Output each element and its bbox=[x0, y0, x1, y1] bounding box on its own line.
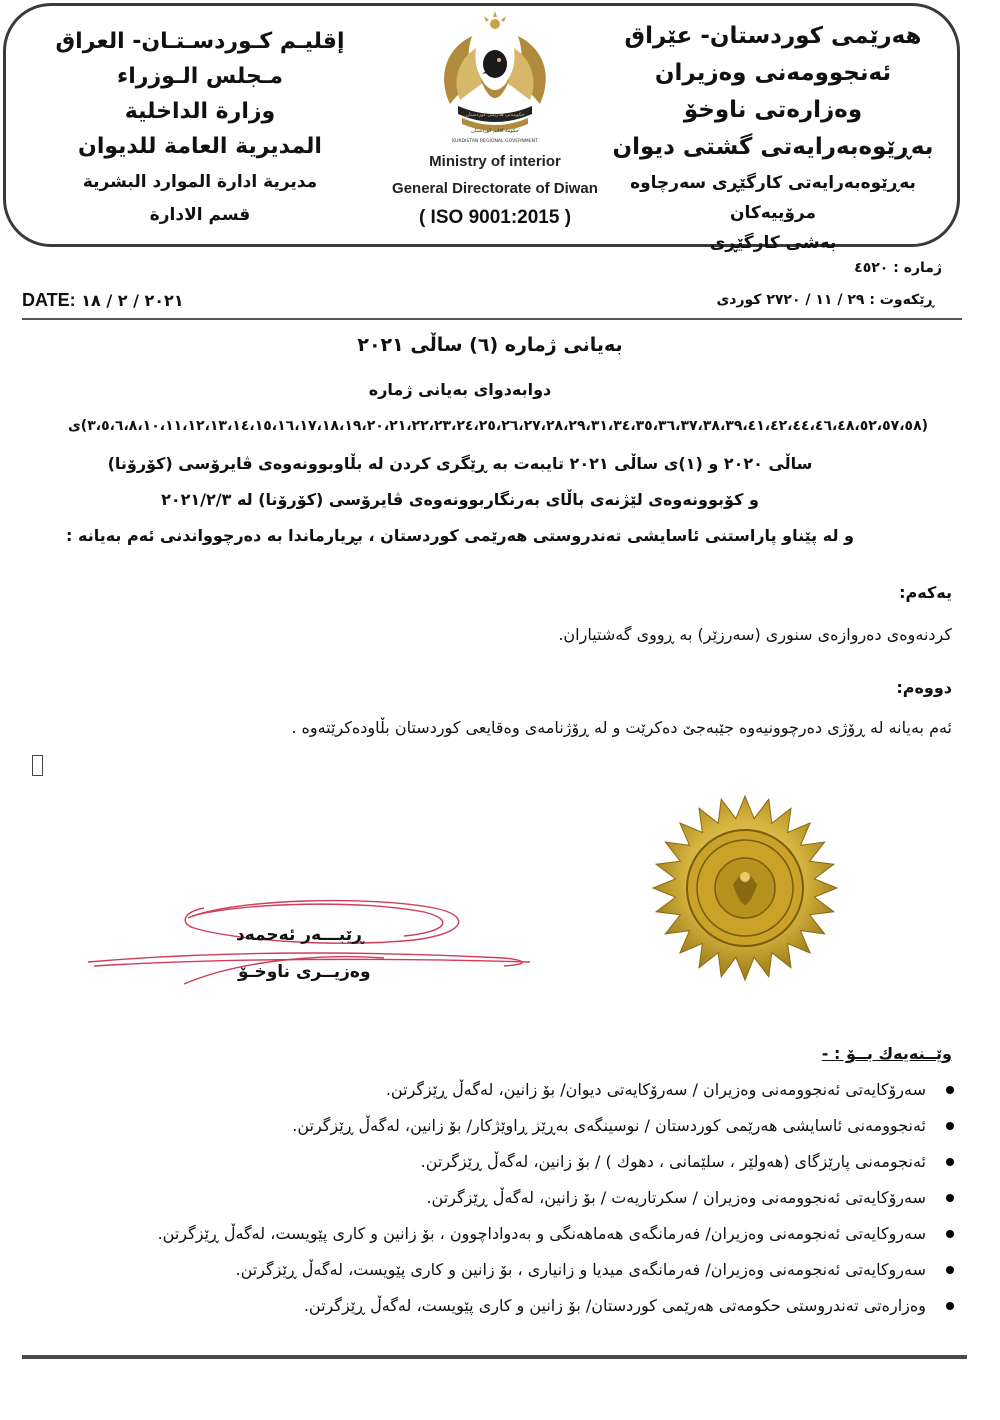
letterhead-kurdish bbox=[608, 18, 938, 258]
bullet-icon bbox=[946, 1122, 954, 1130]
list-item-text: سەرۆکایەتی ئەنجوومەنی وەزیران / سکرتاریەت / بۆ زانین، لەگەڵ ڕێزگرتن. bbox=[426, 1188, 926, 1207]
missing-glyph-box bbox=[32, 755, 43, 776]
list-item bbox=[34, 1290, 954, 1326]
kurdish-line-council: ئەنجوومەنی وەزیران bbox=[654, 60, 892, 86]
arabic-line-hr: مديرية ادارة الموارد البشرية bbox=[82, 172, 318, 192]
list-item bbox=[34, 1218, 954, 1254]
emblem-text-ku: حكومەتی هەرێمی کوردستان bbox=[465, 112, 525, 118]
krg-emblem-icon bbox=[420, 8, 570, 148]
bullet-icon bbox=[946, 1230, 954, 1238]
list-item bbox=[34, 1182, 954, 1218]
date-value: ٢٠٢١ / ٢ / ١٨ bbox=[81, 291, 184, 310]
letterhead-center bbox=[380, 8, 610, 233]
list-item bbox=[34, 1146, 954, 1182]
signer-title: وەزیــری ناوخـۆ bbox=[238, 962, 371, 982]
arabic-line-council: مـجلس الـوزراء bbox=[117, 64, 283, 89]
arabic-line-region: إقليـم كـوردسـتـان- العراق bbox=[55, 29, 345, 54]
list-item bbox=[34, 1110, 954, 1146]
bullet-icon bbox=[946, 1194, 954, 1202]
paragraph-decision: و لە پێناو پاراستنی ئاسایشی تەندروستی هەرێمی کوردستان ، بڕیارماندا بە دەرچوواندنی ئەم بەیانە : bbox=[66, 526, 854, 545]
kurdish-line-region: هەرێمی کوردستان- عێراق bbox=[624, 23, 922, 49]
signer-name: ڕێبـــەر ئەحمەد bbox=[236, 925, 364, 945]
bullet-icon bbox=[946, 1302, 954, 1310]
divider-bottom bbox=[22, 1355, 967, 1359]
list-item-text: سەروکایەتی ئەنجومەنی وەزیران/ فەرمانگەی میدیا و زانیاری ، بۆ زانین و کاری پێویست، لەگەڵ ڕێزگرتن. bbox=[235, 1260, 926, 1279]
copies-to-list bbox=[34, 1074, 954, 1326]
kurdish-line-directorate: بەڕێوەبەرایەتی گشتی دیوان bbox=[612, 134, 934, 160]
arabic-line-section: قسم الادارة bbox=[149, 205, 251, 225]
paragraph-prevention: ساڵی ٢٠٢٠ و (١)ی ساڵی ٢٠٢١ تایبەت بە ڕێگری کردن لە بڵاوبوونەوەی ڤایرۆسی (کۆرۆنا) bbox=[107, 454, 813, 473]
list-item-text: ئەنجومەنی پارێزگای (هەولێر ، سلێمانی ، دهوك ) / بۆ زانین، لەگەڵ ڕێزگرتن. bbox=[420, 1152, 926, 1171]
copies-to-heading: وێــنەیەك بــۆ : - bbox=[821, 1044, 952, 1063]
list-item-text: سەرۆکایەتی ئەنجوومەنی وەزیران / سەرۆکایەتی دیوان/ بۆ زانین، لەگەڵ ڕێزگرتن. bbox=[385, 1080, 926, 1099]
iso-certification: ( ISO 9001:2015 ) bbox=[418, 207, 572, 228]
list-item-text: وەزارەتی تەندروستی حکومەتی هەرێمی کوردستان/ بۆ زانین و کاری پێویست، لەگەڵ ڕێزگرتن. bbox=[303, 1296, 926, 1315]
bullet-icon bbox=[946, 1266, 954, 1274]
document-date-gregorian bbox=[22, 290, 184, 311]
kurdish-line-section: بەشی کارگێڕی bbox=[709, 233, 837, 253]
document-number: ژمارە : ٤٥٢٠ bbox=[854, 260, 942, 276]
ministry-name-en: Ministry of interior bbox=[429, 153, 561, 170]
list-item bbox=[34, 1254, 954, 1290]
paragraph-intro: دوابەدوای بەیانی ژمارە bbox=[368, 380, 552, 399]
document-date-kurdish: ڕێکەوت : ٢٩ / ١١ / ٢٧٢٠ کوردی bbox=[716, 292, 934, 308]
paragraph-statement-numbers: (٣،٥،٦،٨،١٠،١١،١٢،١٣،١٤،١٥،١٦،١٧،١٨،١٩،٢٠،٢١،٢٢،٢٣،٢٤،٢٥،٢٦،٢٧،٢٨،٢٩،٣١،٣٤،٣٥،٣٦،٣٧،٣٨،٣٩،٤١،٤٢،٤٤،٤٦،٤٨،٥٢،٥٧،٥٨)ی bbox=[67, 418, 929, 434]
bullet-icon bbox=[946, 1158, 954, 1166]
list-item bbox=[34, 1074, 954, 1110]
directorate-name-en: General Directorate of Diwan bbox=[392, 180, 598, 197]
section-first-text: کردنەوەی دەروازەی سنوری (سەرزێر) بە ڕووی گەشتیاران. bbox=[558, 625, 952, 644]
statement-title: بەیانی ژمارە (٦) ساڵی ٢٠٢١ bbox=[357, 334, 623, 356]
kurdish-line-ministry: وەزارەتی ناوخۆ bbox=[683, 97, 863, 123]
emblem-text-ar: حكومة اقليم كوردستان bbox=[471, 128, 519, 134]
paragraph-committee: و کۆبوونەوەی لێژنەی باڵای بەرنگاربوونەوەی ڤایرۆسی (کۆرۆنا) لە ٢٠٢١/٢/٣ bbox=[161, 490, 759, 509]
list-item-text: ئەنجوومەنی ئاسایشی هەرێمی کوردستان / نوسینگەی بەڕێز ڕاوێژکار/ بۆ زانین، لەگەڵ ڕێزگرتن. bbox=[292, 1116, 926, 1135]
divider-top bbox=[22, 318, 962, 320]
emblem-text-en: KURDISTAN REGIONAL GOVERNMENT bbox=[452, 139, 538, 144]
section-second-heading: دووەم: bbox=[896, 678, 952, 697]
section-second-text: ئەم بەیانە لە ڕۆژی دەرچوونیەوە جێبەجێ دەکرێت و لە ڕۆژنامەی وەقایعی کوردستان بڵاودەکرێتەوە . bbox=[291, 718, 952, 737]
kurdish-line-hr: بەڕێوەبەرایەتی کارگێڕی سەرچاوە مرۆییەکان bbox=[630, 173, 916, 223]
arabic-line-ministry: وزارة الداخلية bbox=[124, 99, 276, 124]
letterhead-arabic bbox=[55, 24, 345, 232]
arabic-line-directorate: المديرية العامة للديوان bbox=[78, 134, 322, 159]
list-item-text: سەروکایەتی ئەنجومەنی وەزیران/ فەرمانگەی هەماهەنگی و بەدواداچوون ، بۆ زانین و کاری پێویست، لەگەڵ ڕێزگرتن. bbox=[157, 1224, 926, 1243]
section-first-heading: یەکەم: bbox=[899, 583, 952, 602]
bullet-icon bbox=[946, 1086, 954, 1094]
date-label: DATE: bbox=[22, 290, 76, 310]
gold-seal-icon bbox=[650, 793, 840, 983]
